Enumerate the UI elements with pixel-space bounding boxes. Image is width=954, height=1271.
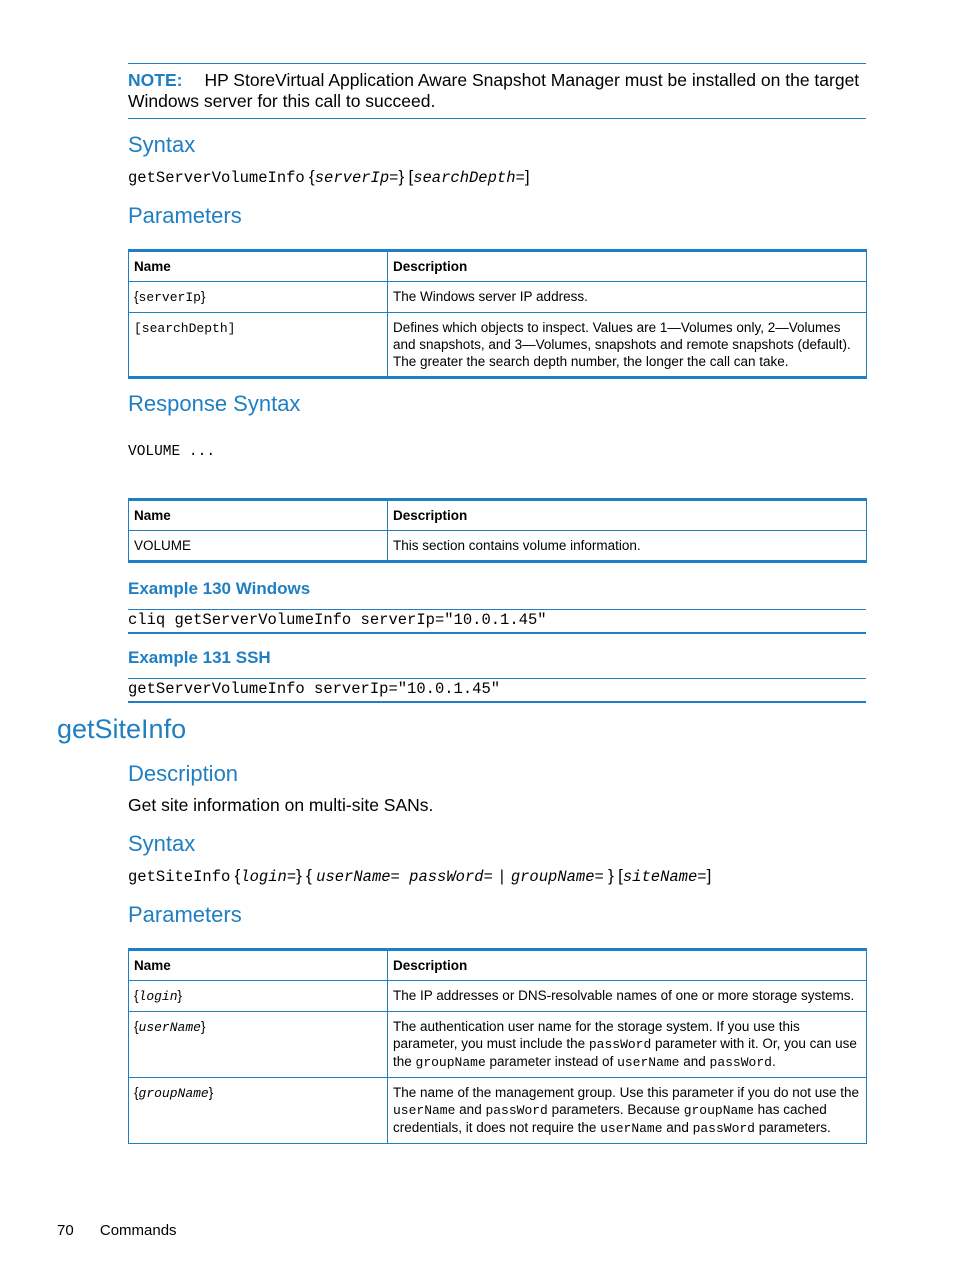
syntax-param-groupname: groupName= xyxy=(510,868,604,886)
page-number: 70 xyxy=(57,1222,74,1239)
syntax-param-serverip: serverIp= xyxy=(314,169,399,187)
param-desc: The authentication user name for the storage system. If you use this parameter, you must include the passWord parameter with it. Or, you can use the groupName parameter instead of userName and passWord. xyxy=(388,1012,867,1078)
note-text: HP StoreVirtual Application Aware Snapshot Manager must be installed on the target Windows server for this call to succeed. xyxy=(128,70,860,111)
syntax-command: getServerVolumeInfo xyxy=(128,169,305,187)
example-130-title: Example 130 Windows xyxy=(128,579,311,598)
example-130-code: cliq getServerVolumeInfo serverIp="10.0.1.45" xyxy=(128,609,866,634)
param-desc: The Windows server IP address. xyxy=(388,282,867,313)
example-131-code: getServerVolumeInfo serverIp="10.0.1.45" xyxy=(128,678,866,703)
table-row: {groupName} The name of the management group. Use this parameter if you do not use the userName and passWord parameters. Because groupName has cached credentials, it does not require the userName and passWord parameters. xyxy=(129,1078,867,1144)
table-row: {login} The IP addresses or DNS-resolvable names of one or more storage systems. xyxy=(129,981,867,1012)
note-label: NOTE: xyxy=(128,70,183,90)
syntax-param-login: login= xyxy=(240,868,297,886)
syntax-param-searchdepth: searchDepth= xyxy=(413,169,525,187)
syntax-line: getSiteInfo {login=} { userName= passWord= | groupName= } [siteName=] xyxy=(128,866,712,886)
param-desc: Defines which objects to inspect. Values are 1—Volumes only, 2—Volumes and snapshots, and 3—Volumes, snapshots and remote snapshots (default). The greater the search depth number, the longer the call can take. xyxy=(388,313,867,378)
page-footer xyxy=(57,1222,177,1239)
syntax-command: getSiteInfo xyxy=(128,868,231,886)
param-desc: The IP addresses or DNS-resolvable names of one or more storage systems. xyxy=(388,981,867,1012)
syntax-separator: | xyxy=(497,868,507,886)
parameters-table xyxy=(128,948,867,1144)
section-title: getSiteInfo xyxy=(57,714,187,744)
param-desc: The name of the management group. Use this parameter if you do not use the userName and passWord parameters. Because groupName has cached credentials, it does not require the userName and passWord parameters. xyxy=(388,1078,867,1144)
param-name: serverIp xyxy=(138,290,201,305)
table-row: {serverIp} The Windows server IP address. xyxy=(129,282,867,313)
response-code: VOLUME ... xyxy=(128,444,216,460)
col-header-name: Name xyxy=(129,950,388,981)
response-table xyxy=(128,498,867,563)
syntax-param-username: userName= passWord= xyxy=(316,868,493,886)
parameters-heading: Parameters xyxy=(128,902,242,927)
parameters-table xyxy=(128,249,867,379)
table-row xyxy=(129,531,867,562)
description-text: Get site information on multi-site SANs. xyxy=(128,795,434,815)
response-name: VOLUME xyxy=(129,531,388,562)
syntax-heading: Syntax xyxy=(128,132,196,157)
col-header-description: Description xyxy=(388,500,867,531)
syntax-heading: Syntax xyxy=(128,831,196,856)
col-header-name: Name xyxy=(129,500,388,531)
col-header-description: Description xyxy=(388,950,867,981)
col-header-description: Description xyxy=(388,251,867,282)
param-name: userName xyxy=(138,1020,201,1035)
param-name: [searchDepth] xyxy=(134,321,236,336)
response-syntax-heading: Response Syntax xyxy=(128,391,301,416)
param-name: login xyxy=(138,989,178,1004)
table-row: {userName} The authentication user name for the storage system. If you use this parameter, you must include the passWord parameter with it. Or, you can use the groupName parameter instead of userName and passWord. xyxy=(129,1012,867,1078)
parameters-heading: Parameters xyxy=(128,203,242,228)
response-desc: This section contains volume information. xyxy=(388,531,867,562)
param-name: groupName xyxy=(138,1086,209,1101)
syntax-param-sitename: siteName= xyxy=(622,868,707,886)
description-heading: Description xyxy=(128,761,239,786)
footer-section: Commands xyxy=(99,1222,177,1239)
col-header-name: Name xyxy=(129,251,388,282)
note-box xyxy=(128,63,866,119)
table-row xyxy=(129,313,867,378)
example-131-title: Example 131 SSH xyxy=(128,648,271,667)
syntax-line: getServerVolumeInfo {serverIp=} [searchDepth=] xyxy=(128,167,530,187)
